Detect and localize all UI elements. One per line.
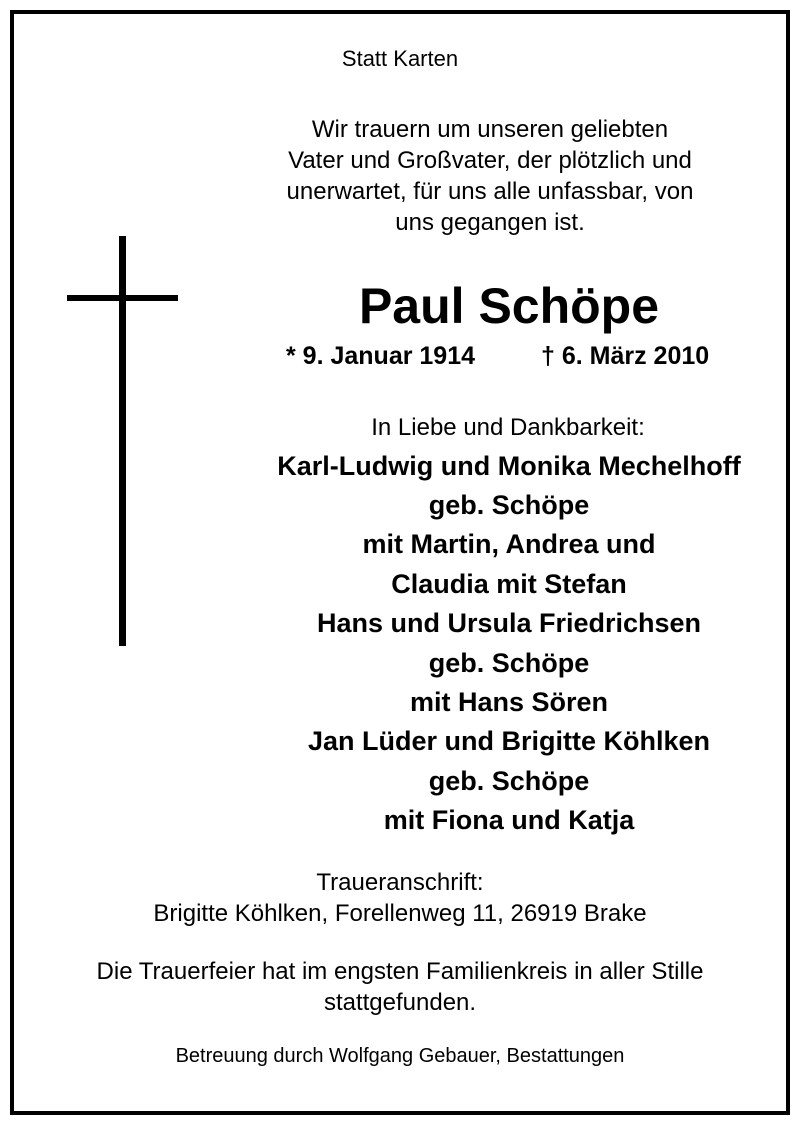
mourner-line: Karl-Ludwig und Monika Mechelhoff [277,451,741,481]
mourner-line: Jan Lüder und Brigitte Köhlken [307,726,711,756]
intro-line: Wir trauern um unseren geliebten [311,116,669,143]
mourner-line: mit Hans Sören [409,687,609,717]
address-label: Traueranschrift: [316,869,484,896]
death-date: † 6. März 2010 [541,342,710,370]
ceremony-line: Die Trauerfeier hat im engsten Familienkreis in aller Stille [96,958,704,985]
deceased-name: Paul Schöpe [358,278,660,334]
intro-line: uns gegangen ist. [395,209,585,236]
mourner-line: Claudia mit Stefan [391,569,627,599]
mourners-heading: In Liebe und Dankbarkeit: [371,414,645,441]
mourner-line: Hans und Ursula Friedrichsen [316,608,702,638]
cross-icon-bar [67,295,178,301]
intro-line: unerwartet, für uns alle unfassbar, von [286,178,694,205]
statt-karten: Statt Karten [341,46,459,71]
mourner-line: mit Fiona und Katja [383,805,635,835]
address-value: Brigitte Köhlken, Forellenweg 11, 26919 Brake [153,900,647,927]
ceremony-line: stattgefunden. [323,989,477,1016]
mourner-line: geb. Schöpe [428,766,590,796]
birth-date: * 9. Januar 1914 [286,342,476,370]
mourner-line: mit Martin, Andrea und [362,529,656,559]
mourner-line: geb. Schöpe [428,648,590,678]
mourner-line: geb. Schöpe [428,490,590,520]
intro-line: Vater und Großvater, der plötzlich und [288,147,692,174]
undertaker-note: Betreuung durch Wolfgang Gebauer, Bestattungen [175,1045,625,1067]
